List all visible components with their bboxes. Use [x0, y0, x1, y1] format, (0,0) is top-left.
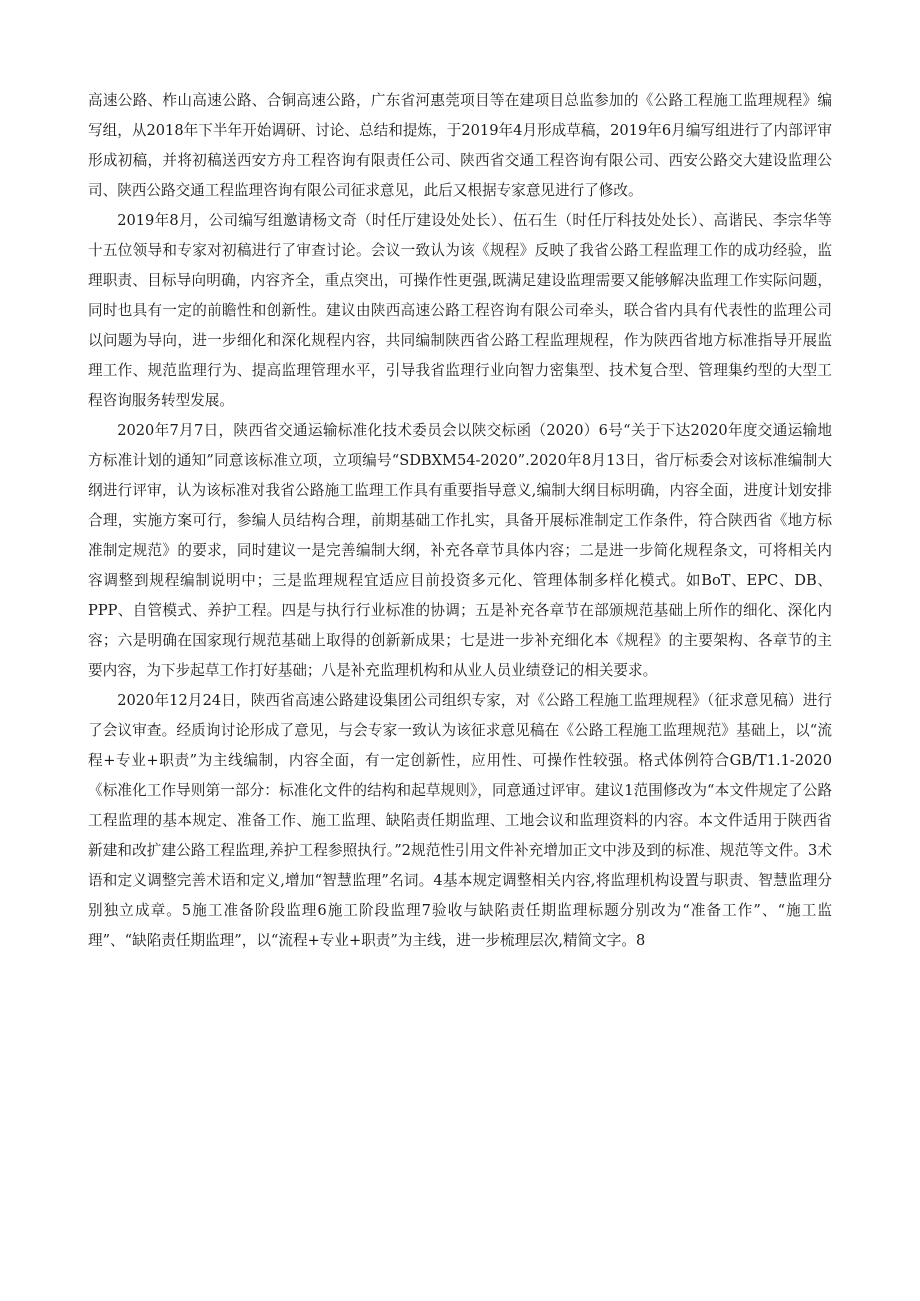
paragraph-2: 2019年8月，公司编写组邀请杨文奇（时任厅建设处处长）、伍石生（时任厅科技处处长）、高谐民、李宗华等十五位领导和专家对初稿进行了审查讨论。会议一致认为该《规程》反映了我省公路工程监理工作的成功经验，监理职责、目标导向明确，内容齐全，重点突出，可操作性更强,既满足建设监理需要又能够解决监理工作实际问题，同时也具有一定的前瞻性和创新性。建议由陕西高速公路工程咨询有限公司牵头，联合省内具有代表性的监理公司以问题为导向，进一步细化和深化规程内容，共同编制陕西省公路工程监理规程，作为陕西省地方标准指导开展监理工作、规范监理行为、提高监理管理水平，引导我省监理行业向智力密集型、技术复合型、管理集约型的大型工程咨询服务转型发展。 — [88, 212, 832, 409]
paragraph-1: 高速公路、柞山高速公路、合铜高速公路，广东省河惠莞项目等在建项目总监参加的《公路工程施工监理规程》编写组，从2018年下半年开始调研、讨论、总结和提炼，于2019年4月形成草稿，2019年6月编写组进行了内部评审形成初稿，并将初稿送西安方舟工程咨询有限责任公司、陕西省交通工程咨询有限公司、西安公路交大建设监理公司、陕西公路交通工程监理咨询有限公司征求意见，此后又根据专家意见进行了修改。 — [88, 92, 832, 199]
document-body — [88, 86, 832, 956]
paragraph-3: 2020年7月7日，陕西省交通运输标准化技术委员会以陕交标函（2020）6号“关于下达2020年度交通运输地方标准计划的通知”同意该标准立项，立项编号“SDBXM54-2020”.2020年8月13日，省厅标委会对该标准编制大纲进行评审，认为该标准对我省公路施工监理工作具有重要指导意义,编制大纲目标明确，内容全面，进度计划安排合理，实施方案可行，参编人员结构合理，前期基础工作扎实，具备开展标准制定工作条件，符合陕西省《地方标准制定规范》的要求，同时建议一是完善编制大纲，补充各章节具体内容；二是进一步简化规程条文，可将相关内容调整到规程编制说明中；三是监理规程宜适应目前投资多元化、管理体制多样化模式。如BoT、EPC、DB、PPP、自管模式、养护工程。四是与执行行业标准的协调；五是补充各章节在部颁规范基础上所作的细化、深化内容；六是明确在国家现行规范基础上取得的创新新成果；七是进一步补充细化本《规程》的主要架构、各章节的主要内容，为下步起草工作打好基础；八是补充监理机构和从业人员业绩登记的相关要求。 — [88, 422, 832, 679]
paragraph-4: 2020年12月24日，陕西省高速公路建设集团公司组织专家，对《公路工程施工监理规程》（征求意见稿）进行了会议审查。经质询讨论形成了意见，与会专家一致认为该征求意见稿在《公路工程施工监理规范》基础上，以“流程+专业+职责”为主线编制，内容全面，有一定创新性，应用性、可操作性较强。格式体例符合GB/T1.1-2020《标准化工作导则第一部分：标准化文件的结构和起草规则》，同意通过评审。建议1范围修改为“本文件规定了公路工程监理的基本规定、准备工作、施工监理、缺陷责任期监理、工地会议和监理资料的内容。本文件适用于陕西省新建和改扩建公路工程监理,养护工程参照执行。”2规范性引用文件补充增加正文中涉及到的标准、规范等文件。3术语和定义调整完善术语和定义,增加“智慧监理”名词。4基本规定调整相关内容,将监理机构设置与职责、智慧监理分别独立成章。5施工准备阶段监理6施工阶段监理7验收与缺陷责任期监理标题分别改为“准备工作”、“施工监理”、“缺陷责任期监理”，以“流程+专业+职责”为主线，进一步梳理层次,精简文字。8 — [88, 692, 832, 949]
